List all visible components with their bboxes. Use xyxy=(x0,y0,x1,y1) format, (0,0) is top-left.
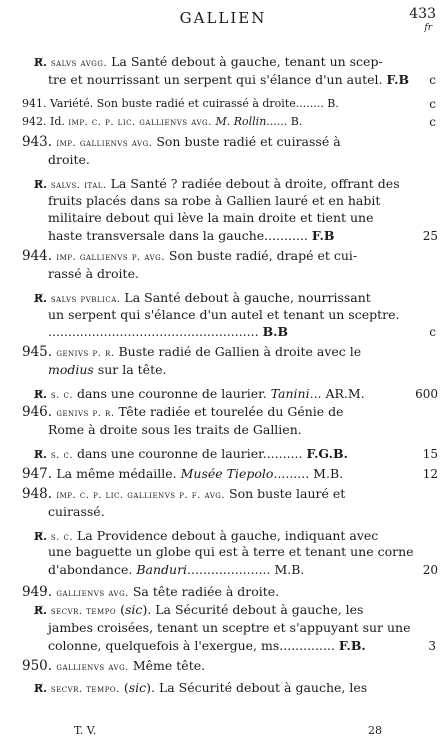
entry-text: d'abondance. xyxy=(48,562,137,577)
entry-line xyxy=(48,307,399,323)
running-header xyxy=(0,6,446,36)
page-number: 433 xyxy=(409,6,436,22)
entry-line xyxy=(48,72,409,88)
reverse-mark: R̸. xyxy=(34,56,51,69)
entry-text: dans une couronne de laurier.......... xyxy=(73,446,307,461)
entry-text: ( xyxy=(116,602,126,617)
entry-line xyxy=(22,486,345,504)
entry-line xyxy=(48,504,105,520)
entry-text: ..................... M.B. xyxy=(187,562,305,577)
citation: sic xyxy=(128,680,147,695)
reverse-mark: R̸. xyxy=(34,292,51,305)
price-value: c xyxy=(429,73,436,87)
reverse-mark: R̸. xyxy=(34,604,51,617)
grade: F.G.B. xyxy=(306,446,348,461)
entry-text: La Santé debout à gauche, tenant un scep- xyxy=(107,54,383,69)
entry-line xyxy=(34,54,383,72)
coin-legend: genivs p. r. xyxy=(56,348,115,359)
entry-line xyxy=(22,344,361,362)
price-value: c xyxy=(429,325,436,339)
entry-text: rassé à droite. xyxy=(48,266,139,281)
price-value: 12 xyxy=(422,467,438,481)
entry-text: droite. xyxy=(48,152,90,167)
entry-text: Son buste radié, drapé et cui- xyxy=(164,248,358,263)
entry-line xyxy=(34,680,367,698)
entry-number: 945. xyxy=(22,344,57,360)
coin-legend: salvs pvblica. xyxy=(50,294,121,305)
entry-line xyxy=(34,176,400,194)
entry-line xyxy=(22,658,205,676)
entry-text: ..................................................... xyxy=(48,324,263,339)
entry-line xyxy=(48,266,139,282)
entry-text: une baguette un globe qui est à terre et tenant une corne xyxy=(48,544,414,559)
entry-number: 947. xyxy=(22,466,57,482)
entry-text: ( xyxy=(119,680,129,695)
entry-line xyxy=(48,324,288,340)
entry-line xyxy=(48,638,366,654)
coin-legend: s. c. xyxy=(50,390,73,401)
entry-text: un serpent qui s'élance d'un autel et tenant un sceptre. xyxy=(48,307,400,322)
coin-legend: gallienvs avg. xyxy=(56,588,129,599)
price-value: 3 xyxy=(428,639,436,653)
price-value: 15 xyxy=(422,447,438,461)
coin-legend: secvr. tempo xyxy=(50,606,117,617)
coin-legend: secvr. tempo. xyxy=(50,684,120,695)
price-value: c xyxy=(429,97,436,111)
entry-line xyxy=(34,446,348,464)
entry-line xyxy=(48,228,334,244)
citation: modius xyxy=(48,362,94,377)
citation: Musée Tiepolo xyxy=(180,466,274,481)
entry-line xyxy=(22,134,341,152)
grade: F.B xyxy=(386,72,410,87)
entry-text: Sa tête radiée à droite. xyxy=(128,584,280,599)
entry-text: cuirassé. xyxy=(48,504,105,519)
entry-number: 946. xyxy=(22,404,57,420)
entry-line xyxy=(48,210,374,226)
entry-line xyxy=(22,584,279,602)
citation: M. Rollin xyxy=(215,115,267,128)
entry-number: 944. xyxy=(22,248,57,264)
entry-line xyxy=(34,290,371,308)
signature-mark: T. V. xyxy=(74,724,97,737)
entry-text: sur la tête. xyxy=(93,362,167,377)
citation: sic xyxy=(125,602,143,617)
entry-text: ... AR.M. xyxy=(309,386,365,401)
entry-line xyxy=(48,562,304,578)
entry-text: Son buste radié et cuirassé à xyxy=(152,134,341,149)
entry-line xyxy=(48,422,302,438)
reverse-mark: R̸. xyxy=(34,448,51,461)
grade: B.B xyxy=(262,324,289,339)
entry-number: 948. xyxy=(22,486,57,502)
entry-text: ). La Sécurité debout à gauche, les xyxy=(146,680,368,695)
entry-number: 941. xyxy=(22,97,50,110)
coin-legend: imp. c. p. lic. gallienvs p. f. avg. xyxy=(56,490,226,501)
entry-number: 943. xyxy=(22,134,57,150)
entry-text: fruits placés dans sa robe à Gallien lauré et en habit xyxy=(48,193,381,208)
coin-legend: s. c. xyxy=(50,450,73,461)
entry-line xyxy=(22,114,302,131)
entry-text: militaire debout qui lève la main droite et tient une xyxy=(48,210,374,225)
grade: F.B xyxy=(311,228,335,243)
coin-legend: salvs. ital. xyxy=(50,180,107,191)
grade: F.B. xyxy=(338,638,366,653)
coin-legend: salvs avgg. xyxy=(50,58,108,69)
price-value: 20 xyxy=(422,563,438,577)
entry-line xyxy=(22,466,343,482)
coin-legend: s. c. xyxy=(50,532,73,543)
entry-text: Id. xyxy=(50,115,69,128)
entry-line xyxy=(22,96,339,112)
citation: Banduri xyxy=(136,562,188,577)
price-value: 25 xyxy=(422,229,438,243)
entry-text: tre et nourrissant un serpent qui s'élance d'un autel. xyxy=(48,72,387,87)
entry-number: 950. xyxy=(22,658,57,674)
entry-text: haste transversale dans la gauche........... xyxy=(48,228,312,243)
sheet-number: 28 xyxy=(368,724,382,737)
entry-text: ). La Sécurité debout à gauche, les xyxy=(142,602,364,617)
entry-line xyxy=(34,386,365,404)
entry-line xyxy=(48,152,90,168)
entry-line xyxy=(48,544,414,560)
entry-text: Son buste lauré et xyxy=(225,486,346,501)
entry-text: La Santé ? radiée debout à droite, offrant des xyxy=(106,176,400,191)
entry-line xyxy=(22,248,357,266)
reverse-mark: R̸. xyxy=(34,178,51,191)
price-value: 600 xyxy=(415,387,438,401)
coin-legend: imp. gallienvs p. avg. xyxy=(56,252,165,263)
entry-text: Variété. Son buste radié et cuirassé à droite........ B. xyxy=(50,97,339,110)
page-title: GALLIEN xyxy=(179,9,267,27)
entry-text: Buste radié de Gallien à droite avec le xyxy=(114,344,362,359)
reverse-mark: R̸. xyxy=(34,682,51,695)
entry-text: ...... B. xyxy=(266,115,303,128)
entry-text: ......... M.B. xyxy=(273,466,344,481)
entry-number: 942. xyxy=(22,115,50,128)
coin-legend: genivs p. r. xyxy=(56,408,115,419)
entry-text: colonne, quelquefois à l'exergue, ms.............. xyxy=(48,638,339,653)
reverse-mark: R̸. xyxy=(34,530,51,543)
entry-text: Tête radiée et tourelée du Génie de xyxy=(114,404,344,419)
coin-legend: imp. gallienvs avg. xyxy=(56,138,153,149)
reverse-mark: R̸. xyxy=(34,388,51,401)
entry-line xyxy=(48,193,380,209)
entry-text: jambes croisées, tenant un sceptre et s'appuyant sur une xyxy=(48,620,411,635)
entry-text: Même tête. xyxy=(128,658,206,673)
entry-text: La Santé debout à gauche, nourrissant xyxy=(120,290,371,305)
entry-text: La même médaille. xyxy=(56,466,181,481)
entry-line xyxy=(22,404,344,422)
entry-line xyxy=(48,362,166,378)
entry-line xyxy=(34,602,363,620)
coin-legend: gallienvs avg. xyxy=(56,662,129,673)
price-value: c xyxy=(429,115,436,129)
entry-text: Rome à droite sous les traits de Gallien. xyxy=(48,422,302,437)
coin-legend: imp. c. p. lic. gallienvs avg. xyxy=(68,117,216,128)
entry-line xyxy=(48,620,411,636)
citation: Tanini xyxy=(270,386,310,401)
entry-text: La Providence debout à gauche, indiquant avec xyxy=(73,528,379,543)
entry-text: dans une couronne de laurier. xyxy=(73,386,271,401)
currency-label: fr xyxy=(424,23,432,33)
entry-number: 949. xyxy=(22,584,57,600)
